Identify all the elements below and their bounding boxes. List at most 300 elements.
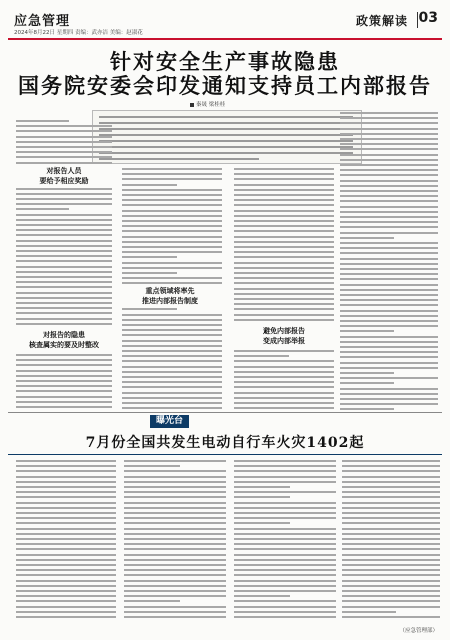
text-line xyxy=(340,362,438,364)
text-line xyxy=(16,125,112,127)
text-line xyxy=(234,282,334,284)
text-line xyxy=(16,286,112,288)
text-line xyxy=(122,204,222,206)
text-line xyxy=(342,476,440,478)
text-line xyxy=(340,138,438,140)
text-line xyxy=(16,401,112,403)
text-line xyxy=(342,470,440,472)
text-line xyxy=(16,548,116,550)
text-line xyxy=(16,390,112,392)
text-line xyxy=(16,476,116,478)
text-line xyxy=(16,491,116,493)
text-line xyxy=(340,242,438,244)
text-line xyxy=(234,559,336,561)
text-line xyxy=(122,329,222,331)
text-line xyxy=(234,585,336,587)
text-line xyxy=(340,336,438,338)
text-line xyxy=(16,396,112,398)
text-line xyxy=(340,320,438,322)
text-line xyxy=(16,354,112,356)
text-line xyxy=(340,294,438,296)
text-line xyxy=(124,476,226,478)
text-line xyxy=(342,465,440,467)
text-line xyxy=(340,195,438,197)
text-line xyxy=(340,388,438,390)
text-line xyxy=(16,193,112,195)
text-line xyxy=(340,221,438,223)
text-line xyxy=(16,234,112,236)
page-number: 03 xyxy=(418,10,438,26)
text-line xyxy=(234,272,334,274)
text-line xyxy=(340,200,438,202)
exposure-tag xyxy=(150,415,189,428)
subhead-4 xyxy=(238,326,330,346)
text-line xyxy=(124,502,226,504)
text-line xyxy=(342,595,440,597)
text-line xyxy=(342,517,440,519)
text-line xyxy=(340,128,438,130)
text-line xyxy=(234,267,334,269)
text-line xyxy=(234,538,336,540)
text-line xyxy=(122,366,222,368)
text-line xyxy=(124,465,180,467)
text-line xyxy=(340,299,438,301)
text-line xyxy=(234,230,334,232)
text-line xyxy=(342,590,440,592)
text-line xyxy=(124,460,226,462)
text-line xyxy=(340,393,438,395)
text-line xyxy=(16,156,112,158)
text-line xyxy=(234,533,336,535)
text-line xyxy=(16,214,112,216)
text-line xyxy=(234,512,336,514)
text-line xyxy=(122,173,222,175)
text-line xyxy=(342,569,440,571)
text-line xyxy=(342,616,440,618)
text-line xyxy=(122,350,222,352)
text-line xyxy=(124,481,226,483)
text-line xyxy=(340,211,438,213)
text-line xyxy=(16,616,116,618)
text-line xyxy=(124,512,226,514)
text-line xyxy=(16,364,112,366)
text-line xyxy=(234,376,334,378)
text-line xyxy=(16,245,112,247)
text-line xyxy=(124,616,226,618)
text-line xyxy=(234,381,334,383)
text-line xyxy=(342,481,440,483)
text-line xyxy=(234,507,336,509)
text-line xyxy=(234,173,334,175)
text-line xyxy=(342,574,440,576)
text-line xyxy=(234,215,334,217)
text-line xyxy=(234,262,334,264)
text-line xyxy=(122,262,222,264)
text-line xyxy=(340,398,438,400)
text-line xyxy=(234,595,290,597)
lead-text-line xyxy=(99,128,353,130)
text-line xyxy=(340,112,438,114)
text-line xyxy=(234,554,336,556)
text-line xyxy=(122,407,222,409)
text-line xyxy=(340,216,438,218)
text-line xyxy=(124,496,226,498)
text-line xyxy=(124,486,226,488)
text-line xyxy=(234,256,334,258)
text-line xyxy=(340,289,438,291)
text-line xyxy=(124,517,226,519)
text-line xyxy=(234,277,334,279)
text-line xyxy=(234,517,336,519)
text-line xyxy=(340,325,438,327)
text-line xyxy=(16,224,112,226)
masthead xyxy=(8,6,442,40)
text-line xyxy=(122,314,222,316)
text-line xyxy=(16,141,112,143)
text-line xyxy=(340,382,394,384)
text-line xyxy=(122,184,177,186)
text-line xyxy=(122,371,222,373)
text-line xyxy=(340,247,438,249)
text-line xyxy=(16,162,112,164)
text-line xyxy=(340,273,438,275)
text-line xyxy=(234,194,334,196)
text-line xyxy=(340,408,394,410)
text-line xyxy=(122,360,222,362)
text-line xyxy=(124,595,226,597)
text-line xyxy=(16,470,116,472)
text-line xyxy=(234,225,334,227)
text-line xyxy=(342,528,440,530)
text-line xyxy=(342,548,440,550)
subhead-3-text: 重点领域将率先 推进内部报告制度 xyxy=(142,286,198,305)
text-line xyxy=(234,366,334,368)
text-line xyxy=(124,600,180,602)
text-line xyxy=(340,284,438,286)
text-line xyxy=(16,292,112,294)
text-line xyxy=(234,606,336,608)
text-line xyxy=(234,168,334,170)
article-2-source: （应急管理部） xyxy=(399,628,438,634)
text-line xyxy=(342,600,440,602)
text-line xyxy=(16,595,116,597)
text-line xyxy=(342,564,440,566)
text-line xyxy=(16,380,112,382)
headline-line-1: 针对安全生产事故隐患 xyxy=(110,49,340,74)
text-line xyxy=(340,122,438,124)
text-line xyxy=(234,386,334,388)
text-line xyxy=(234,199,334,201)
text-line xyxy=(340,185,438,187)
text-line xyxy=(122,308,177,310)
text-line xyxy=(124,491,226,493)
lead-text-line xyxy=(99,140,353,142)
text-line xyxy=(16,130,112,132)
text-line xyxy=(340,341,438,343)
text-line xyxy=(122,282,222,284)
text-line xyxy=(16,580,116,582)
text-line xyxy=(16,208,69,210)
text-line xyxy=(122,168,222,170)
text-line xyxy=(234,460,336,462)
text-line xyxy=(234,470,336,472)
text-line xyxy=(342,496,440,498)
text-line xyxy=(122,178,222,180)
text-line xyxy=(16,312,112,314)
text-line xyxy=(16,564,116,566)
text-line xyxy=(122,386,222,388)
text-line xyxy=(124,611,226,613)
text-line xyxy=(124,554,226,556)
text-line xyxy=(124,606,226,608)
text-line xyxy=(124,538,226,540)
text-line xyxy=(234,236,334,238)
text-line xyxy=(340,148,438,150)
text-line xyxy=(16,585,116,587)
text-line xyxy=(16,370,112,372)
text-line xyxy=(122,199,222,201)
text-line xyxy=(124,580,226,582)
text-line xyxy=(234,569,336,571)
text-line xyxy=(340,263,438,265)
text-line xyxy=(340,310,438,312)
text-line xyxy=(122,355,222,357)
text-line xyxy=(234,210,334,212)
text-line xyxy=(342,606,440,608)
text-line xyxy=(16,517,116,519)
text-line xyxy=(16,136,112,138)
subhead-1-text: 对报告人员 要给予相应奖励 xyxy=(39,166,89,185)
text-line xyxy=(122,324,222,326)
text-line xyxy=(234,548,336,550)
text-line xyxy=(340,154,438,156)
text-line xyxy=(234,319,334,321)
text-line xyxy=(122,319,222,321)
text-line xyxy=(16,554,116,556)
text-line xyxy=(340,403,438,405)
lead-text-line xyxy=(99,134,353,136)
text-line xyxy=(16,318,112,320)
text-line xyxy=(122,272,177,274)
issue-meta: 2024年8月22日 星期四 责编：武亦洁 美编：赵淑花 xyxy=(14,30,143,36)
text-line xyxy=(342,491,440,493)
text-line xyxy=(16,219,112,221)
text-line xyxy=(234,355,289,357)
text-line xyxy=(234,564,336,566)
article-2-rule xyxy=(8,454,442,455)
text-line xyxy=(16,271,112,273)
text-line xyxy=(234,590,336,592)
text-line xyxy=(16,538,116,540)
text-line xyxy=(122,267,222,269)
text-line xyxy=(16,297,112,299)
text-line xyxy=(234,251,334,253)
text-line xyxy=(342,522,440,524)
text-line xyxy=(234,496,290,498)
text-line xyxy=(234,178,334,180)
text-line xyxy=(340,258,438,260)
text-line xyxy=(342,554,440,556)
text-line xyxy=(234,580,336,582)
text-line xyxy=(122,345,222,347)
text-line xyxy=(122,225,222,227)
text-line xyxy=(234,465,336,467)
text-line xyxy=(124,470,226,472)
text-line xyxy=(16,406,112,408)
text-line xyxy=(234,486,290,488)
text-line xyxy=(124,522,226,524)
byline xyxy=(190,100,225,108)
text-line xyxy=(340,133,438,135)
text-line xyxy=(16,276,112,278)
text-line xyxy=(122,392,222,394)
text-line xyxy=(16,255,112,257)
text-line xyxy=(234,371,334,373)
text-line xyxy=(234,184,334,186)
text-line xyxy=(234,308,334,310)
publication-name: 应急管理 xyxy=(14,14,71,29)
text-line xyxy=(122,210,222,212)
lead-text-line xyxy=(99,116,353,118)
text-line xyxy=(340,278,438,280)
text-line xyxy=(340,159,438,161)
text-line xyxy=(340,190,438,192)
exposure-tag-text: 曝光台 xyxy=(156,416,184,426)
text-line xyxy=(340,346,438,348)
text-line xyxy=(340,315,438,317)
text-line xyxy=(16,260,112,262)
text-line xyxy=(340,180,438,182)
text-line xyxy=(234,293,334,295)
text-line xyxy=(124,507,226,509)
section-divider xyxy=(8,412,442,413)
text-line xyxy=(16,359,112,361)
text-line xyxy=(234,543,336,545)
text-line xyxy=(16,502,116,504)
text-line xyxy=(122,277,222,279)
text-line xyxy=(16,323,112,325)
text-line xyxy=(16,307,112,309)
lead-text-line xyxy=(99,122,353,124)
text-line xyxy=(340,174,438,176)
text-line xyxy=(16,512,116,514)
text-line xyxy=(124,528,226,530)
text-line xyxy=(16,606,116,608)
text-line xyxy=(122,189,222,191)
byline-square-icon xyxy=(190,103,194,107)
text-line xyxy=(234,407,334,409)
text-line xyxy=(124,559,226,561)
text-line xyxy=(234,220,334,222)
text-line xyxy=(340,351,438,353)
lead-text-line xyxy=(99,152,353,154)
text-line xyxy=(234,402,334,404)
headline-line-2: 国务院安委会印发通知支持员工内部报告 xyxy=(18,73,432,98)
text-line xyxy=(340,356,438,358)
text-line xyxy=(16,203,112,205)
text-line xyxy=(340,117,438,119)
subhead-1 xyxy=(18,166,110,186)
text-line xyxy=(340,372,394,374)
text-line xyxy=(234,241,334,243)
text-line xyxy=(234,574,336,576)
text-line xyxy=(124,585,226,587)
text-line xyxy=(340,237,394,239)
lead-text-line xyxy=(99,146,353,148)
text-line xyxy=(16,375,112,377)
text-line xyxy=(234,298,334,300)
text-line xyxy=(122,194,222,196)
text-line xyxy=(122,402,222,404)
text-line xyxy=(124,574,226,576)
text-line xyxy=(340,304,438,306)
text-line xyxy=(16,574,116,576)
text-line xyxy=(124,590,226,592)
text-line xyxy=(16,481,116,483)
text-line xyxy=(340,164,438,166)
text-line xyxy=(16,281,112,283)
text-line xyxy=(234,288,334,290)
text-line xyxy=(16,198,112,200)
text-line xyxy=(234,397,334,399)
text-line xyxy=(122,256,177,258)
text-line xyxy=(234,246,334,248)
text-line xyxy=(234,522,290,524)
text-line xyxy=(342,538,440,540)
text-line xyxy=(122,251,222,253)
text-line xyxy=(16,522,116,524)
text-line xyxy=(340,206,438,208)
text-line xyxy=(234,360,334,362)
text-line xyxy=(342,611,396,613)
text-line xyxy=(234,528,336,530)
text-line xyxy=(340,169,438,171)
text-line xyxy=(340,252,438,254)
text-line xyxy=(122,376,222,378)
section-title: 政策解读 xyxy=(355,14,408,28)
text-line xyxy=(234,350,334,352)
text-line xyxy=(342,512,440,514)
text-line xyxy=(16,460,116,462)
text-line xyxy=(342,580,440,582)
text-line xyxy=(234,392,334,394)
text-line xyxy=(340,232,438,234)
masthead-rule xyxy=(8,38,442,40)
text-line xyxy=(234,481,336,483)
subhead-4-text: 避免内部报告 变成内部举报 xyxy=(263,326,305,345)
headline-article-2: 7月份全国共发生电动自行车火灾1402起 xyxy=(85,435,365,451)
text-line xyxy=(340,268,438,270)
text-line xyxy=(16,146,112,148)
text-line xyxy=(234,204,334,206)
text-line xyxy=(234,616,336,618)
text-line xyxy=(122,236,222,238)
text-line xyxy=(234,502,336,504)
text-line xyxy=(124,548,226,550)
text-line xyxy=(124,533,226,535)
lead-paragraph-box xyxy=(92,110,362,164)
text-line xyxy=(122,220,222,222)
subhead-3 xyxy=(124,286,216,306)
text-line xyxy=(16,240,112,242)
text-line xyxy=(16,188,112,190)
text-line xyxy=(16,266,112,268)
text-line xyxy=(124,564,226,566)
text-line xyxy=(340,330,394,332)
text-line xyxy=(340,226,438,228)
text-line xyxy=(124,569,226,571)
text-line xyxy=(340,367,438,369)
